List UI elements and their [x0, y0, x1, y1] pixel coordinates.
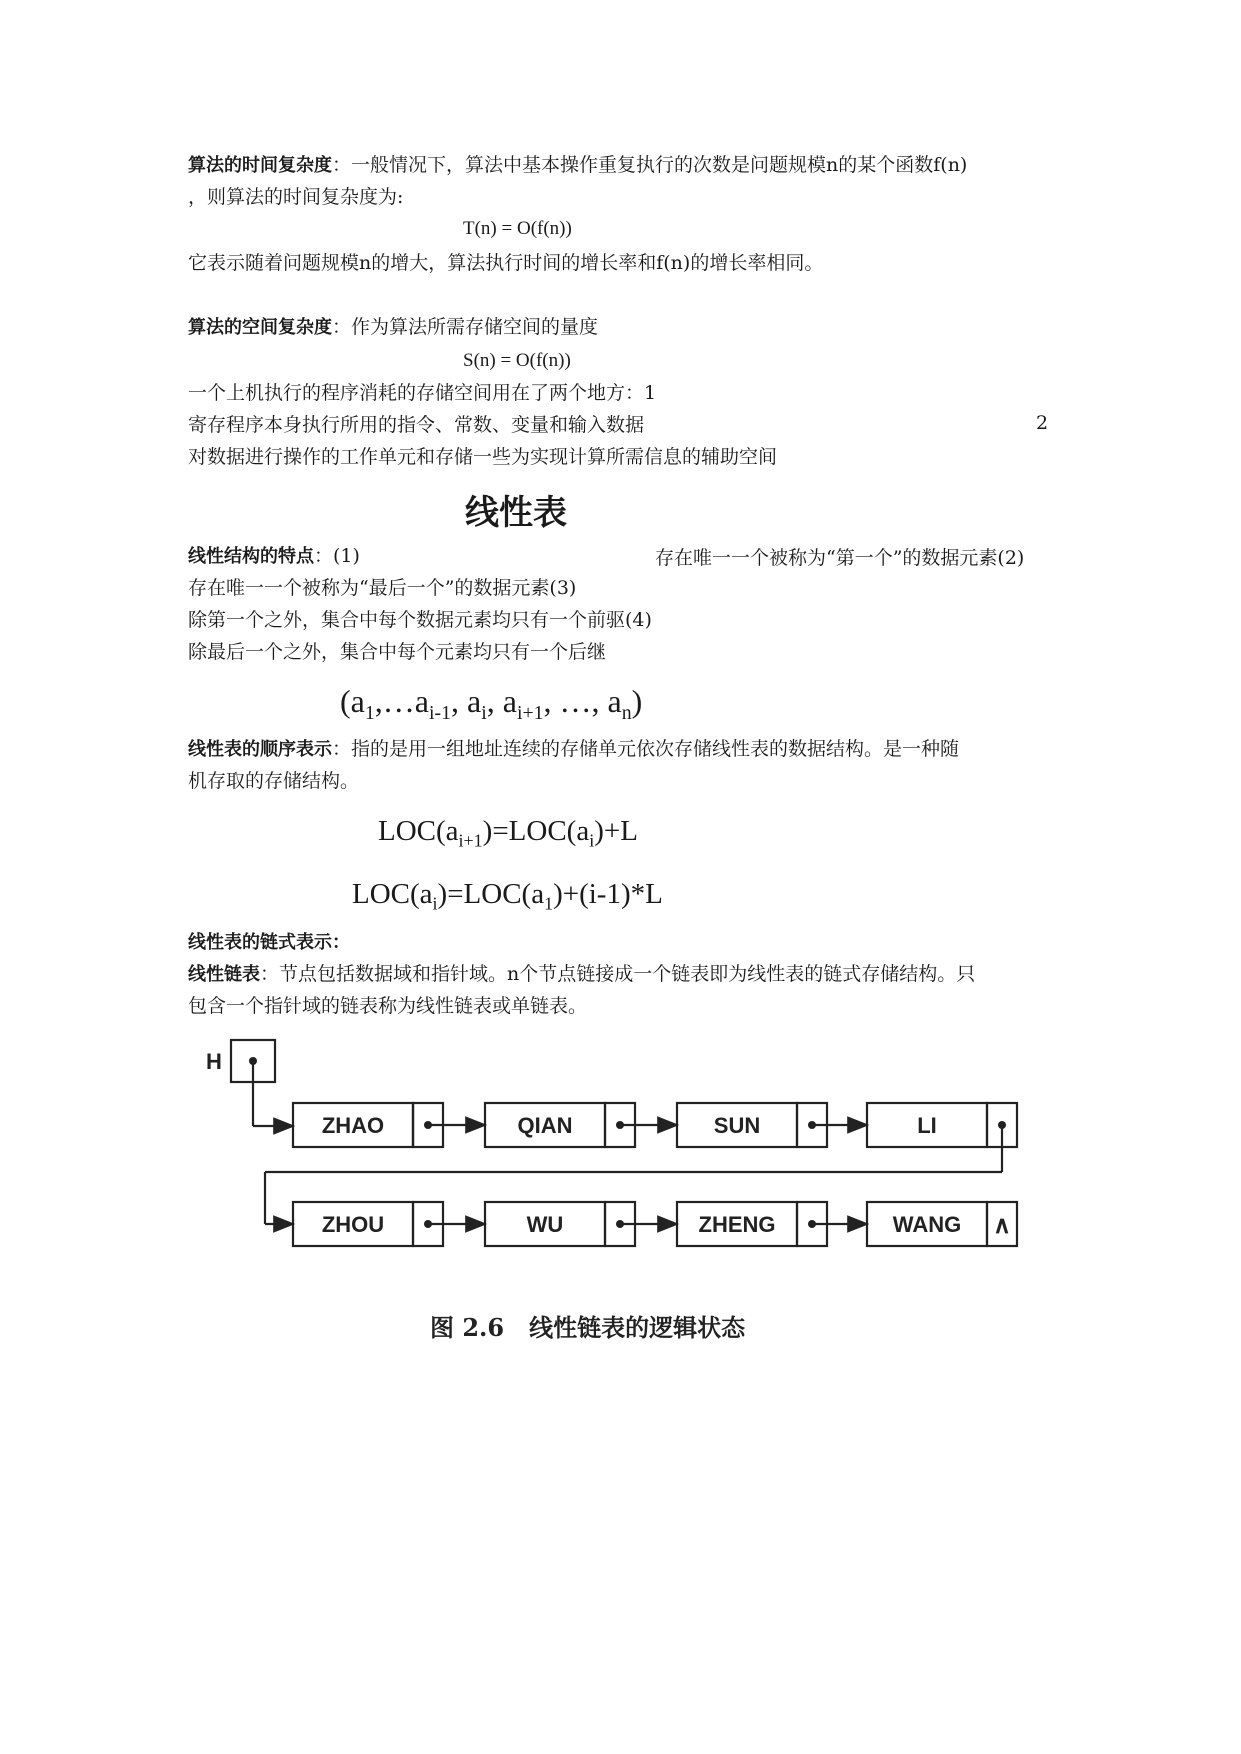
linked-list-line2: 包含一个指针域的链表称为线性链表或单链表。: [188, 995, 588, 1017]
feature-4-text: 除最后一个之外，集合中每个元素均只有一个后继: [188, 641, 607, 663]
linked-list-figure: [0, 1035, 1241, 1355]
separator: ：: [332, 316, 352, 338]
head-label: H: [206, 1049, 222, 1074]
time-complexity-line2: ，则算法的时间复杂度为:: [188, 186, 404, 208]
time-complexity-label: 算法的时间复杂度: [188, 155, 332, 176]
node-label-5: ZHOU: [321, 1212, 385, 1237]
node-label-7: ZHENG: [698, 1212, 776, 1237]
loc-formula-2: $LOC(a_i)=LOC(a_1)+(i-1)*L$: [352, 878, 663, 914]
sequence-formula: ($a_1,\dots a_{i-1}$, $a_i$, $a_{i+1}$, …, $a_n$): [340, 683, 643, 724]
feature-2-text: 存在唯一一个被称为“最后一个”的数据元素(3): [188, 577, 577, 599]
linked-list-label: 线性链表: [188, 964, 260, 985]
sequential-repr-line1: [188, 736, 959, 763]
node-label-8: WANG: [892, 1212, 962, 1237]
linked-repr-heading: [188, 929, 350, 956]
node-label-2: QIAN: [517, 1113, 573, 1138]
space-line-3: 对数据进行操作的工作单元和存储一些为实现计算所需信息的辅助空间: [188, 446, 778, 468]
time-complexity-line1: [188, 152, 967, 179]
separator: ：: [332, 154, 352, 176]
space-complexity-label: 算法的空间复杂度: [188, 317, 332, 338]
feature-1-text: 存在唯一一个被称为“第一个”的数据元素(2): [655, 547, 1025, 569]
separator: ：: [314, 545, 334, 567]
feature-1-marker: (1): [333, 545, 360, 567]
linked-repr-label: 线性表的链式表示: [188, 932, 332, 953]
sequential-repr-text: 指的是用一组地址连续的存储单元依次存储线性表的数据结构。是一种随: [351, 738, 960, 760]
time-complexity-text: 一般情况下，算法中基本操作重复执行的次数是问题规模n的某个函数f(n): [351, 154, 968, 176]
node-label-4: LI: [917, 1113, 937, 1138]
sequential-repr-line2: 机存取的存储结构。: [188, 770, 360, 792]
feature-3-text: 除第一个之外，集合中每个数据元素均只有一个前驱(4): [188, 609, 652, 631]
space-line-1: 一个上机执行的程序消耗的存储空间用在了两个地方：1: [188, 382, 657, 404]
sequential-repr-label: 线性表的顺序表示: [188, 739, 332, 760]
node-label-3: SUN: [713, 1113, 761, 1138]
time-complexity-line3: 它表示随着问题规模n的增大，算法执行时间的增长率和f(n)的增长率相同。: [188, 252, 824, 274]
linear-features-label: 线性结构的特点: [188, 546, 314, 567]
time-complexity-formula: T(n) = O(f(n)): [463, 218, 572, 239]
null-pointer-symbol: ∧: [993, 1212, 1011, 1239]
separator: ：: [332, 738, 352, 760]
node-label-6: WU: [526, 1212, 564, 1237]
space-complexity-text: 作为算法所需存储空间的量度: [351, 316, 599, 338]
space-line-2-num: 2: [1036, 412, 1049, 434]
node-label-1: ZHAO: [321, 1113, 385, 1138]
linear-features-line1: [188, 543, 360, 570]
separator: ：: [332, 932, 350, 953]
separator: ：: [260, 963, 280, 985]
linked-list-text: 节点包括数据域和指针域。n个节点链接成一个链表即为线性表的链式存储结构。只: [279, 963, 976, 985]
linked-list-line1: [188, 961, 975, 988]
section-title: 线性表: [465, 493, 567, 533]
space-complexity-formula: S(n) = O(f(n)): [463, 350, 571, 371]
space-line-2: 寄存程序本身执行所用的指令、常数、变量和输入数据: [188, 414, 645, 436]
figure-caption: 图 2.6 线性链表的逻辑状态: [430, 1313, 746, 1342]
space-complexity-line1: [188, 314, 598, 341]
loc-formula-1: $LOC(a_{i+1})=LOC(a_i)+L$: [378, 815, 638, 851]
